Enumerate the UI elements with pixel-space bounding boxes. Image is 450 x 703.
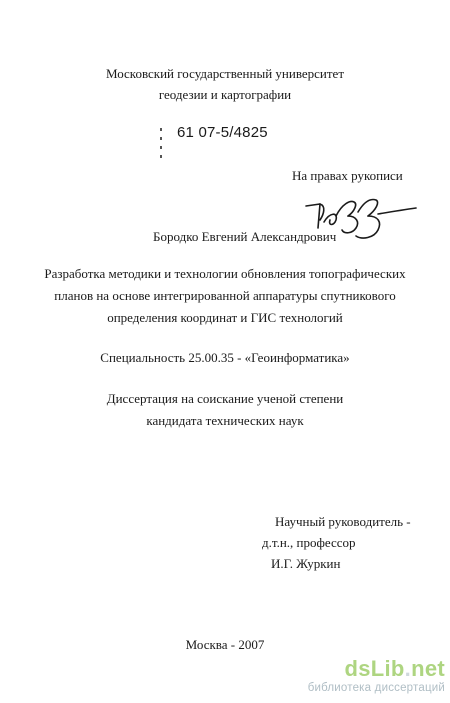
- city-year: Москва - 2007: [185, 637, 265, 652]
- catalog-number: 61 07-5/4825: [177, 124, 268, 141]
- watermark-tagline: библиотека диссертаций: [307, 682, 445, 694]
- advisor-name: И.Г. Журкин: [271, 556, 341, 571]
- watermark-logo: [270, 658, 445, 680]
- dissertation-title-line1: Разработка методики и технологии обновления топографических: [44, 266, 406, 281]
- dissertation-title-line2: планов на основе интегрированной аппаратуры спутникового: [54, 288, 396, 303]
- rights-notice: На правах рукописи: [292, 168, 403, 183]
- university-name-line2: геодезии и картографии: [158, 87, 292, 102]
- watermark-logo-main: dsLib: [344, 656, 405, 681]
- watermark-logo-tld: net: [411, 656, 445, 681]
- advisor-label: Научный руководитель -: [275, 514, 411, 529]
- university-name-line1: Московский государственный университет: [105, 66, 345, 81]
- specialty-line: Специальность 25.00.35 - «Геоинформатика»: [100, 350, 350, 365]
- dslib-watermark: [270, 658, 445, 696]
- degree-statement-line2: кандидата технических наук: [146, 413, 304, 428]
- archive-margin-marks: [158, 128, 164, 162]
- degree-statement-line1: Диссертация на соискание ученой степени: [106, 391, 344, 406]
- author-name: Бородко Евгений Александрович: [153, 229, 337, 244]
- dissertation-title-line3: определения координат и ГИС технологий: [107, 310, 343, 325]
- watermark-logo-dot: .: [404, 656, 412, 681]
- advisor-degree: д.т.н., профессор: [262, 535, 356, 550]
